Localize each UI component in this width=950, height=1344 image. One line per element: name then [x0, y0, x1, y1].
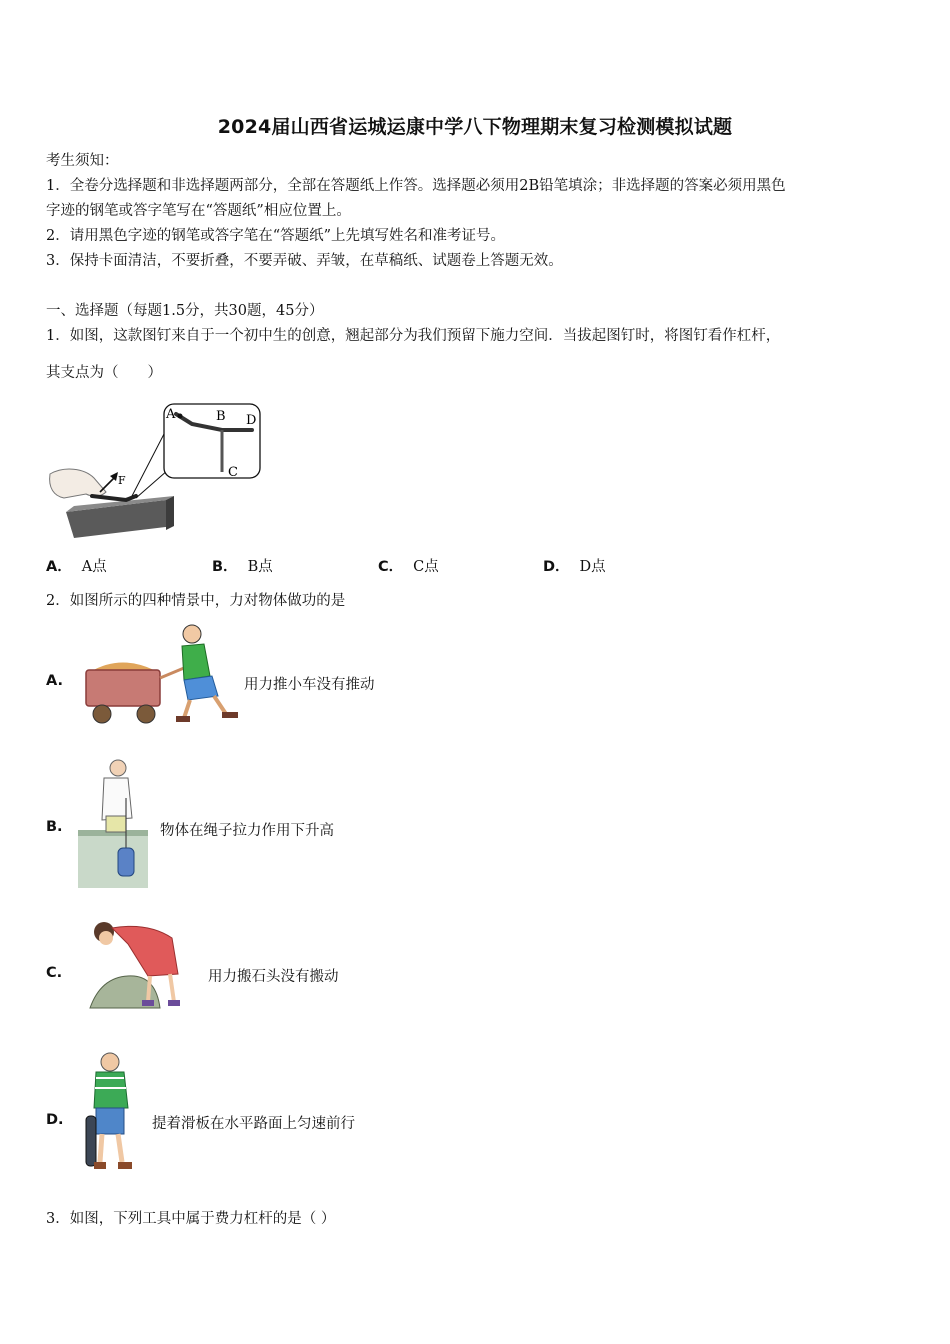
q2-stem: 2．如图所示的四种情景中，力对物体做功的是 — [46, 593, 346, 609]
notice-item-3: 3．保持卡面清洁，不要折叠，不要弄破、弄皱，在草稿纸、试题卷上答题无效。 — [46, 253, 563, 269]
notice-heading: 考生须知： — [46, 153, 119, 169]
q2-option-d-letter[interactable]: D. — [46, 1112, 64, 1128]
label-f: F — [118, 474, 126, 487]
thumbtack-figure — [44, 400, 264, 540]
rope-lift-illustration — [78, 758, 150, 888]
page-title: 2024届山西省运城运康中学八下物理期末复习检测模拟试题 — [217, 116, 733, 138]
lift-stone-illustration — [88, 914, 188, 1010]
q1-option-d[interactable]: D． D点 — [543, 559, 606, 575]
q2-option-b-text[interactable]: 物体在绳子拉力作用下升高 — [160, 823, 334, 839]
q1-option-b[interactable]: B． B点 — [212, 559, 273, 575]
cart-push-illustration — [80, 618, 245, 726]
notice-item-1: 1．全卷分选择题和非选择题两部分，全部在答题纸上作答。选择题必须用2B铅笔填涂；非选择题的答案必须用黑色 — [46, 178, 786, 194]
carry-skateboard-illustration — [84, 1052, 140, 1176]
q1-option-a[interactable]: A． A点 — [46, 559, 107, 575]
label-b: B — [216, 409, 226, 424]
q2-option-b-letter[interactable]: B. — [46, 819, 63, 835]
q1-option-c[interactable]: C． C点 — [378, 559, 439, 575]
q2-option-d-text[interactable]: 提着滑板在水平路面上匀速前行 — [152, 1116, 355, 1132]
label-a: A — [166, 407, 176, 422]
q1-stem-line1: 1．如图，这款图钉来自于一个初中生的创意，翘起部分为我们预留下施力空间．当拔起图钉时，将图钉看作杠杆， — [46, 328, 781, 344]
q2-option-c-text[interactable]: 用力搬石头没有搬动 — [208, 969, 339, 985]
label-c: C — [228, 465, 238, 480]
notice-item-2: 2．请用黑色字迹的钢笔或答字笔在“答题纸”上先填写姓名和准考证号。 — [46, 228, 506, 244]
q2-option-c-letter[interactable]: C. — [46, 965, 63, 981]
q2-option-a-letter[interactable]: A. — [46, 673, 63, 689]
q3-stem: 3．如图，下列工具中属于费力杠杆的是（ ） — [46, 1211, 336, 1227]
q2-option-a-text[interactable]: 用力推小车没有推动 — [244, 677, 375, 693]
section-heading: 一、选择题（每题1.5分，共30题，45分） — [46, 303, 324, 319]
notice-item-1-cont: 字迹的钢笔或答字笔写在“答题纸”相应位置上。 — [46, 203, 351, 219]
label-d: D — [246, 413, 257, 428]
q1-stem-line2: 其支点为（ ） — [46, 365, 162, 381]
